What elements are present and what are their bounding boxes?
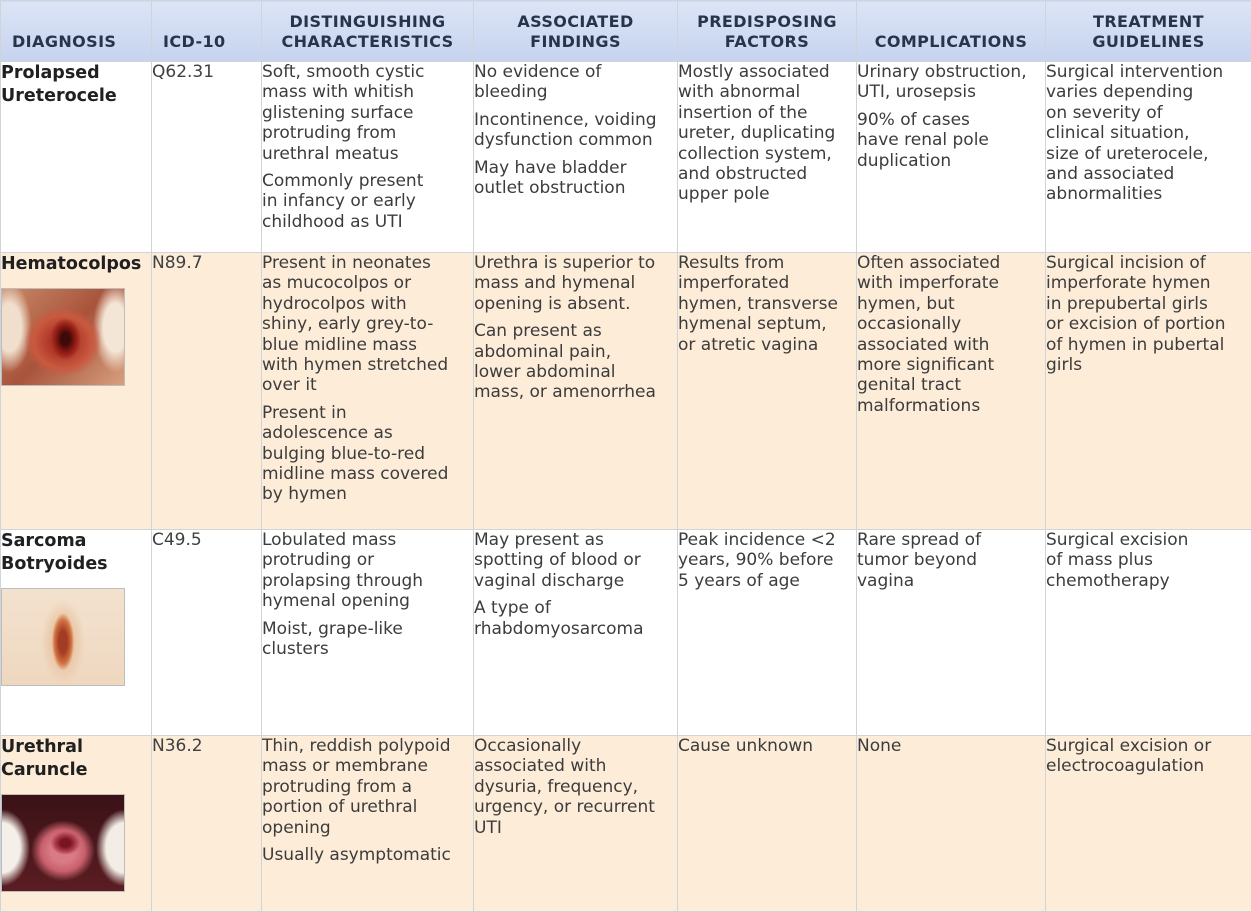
text-line: with imperforate — [857, 273, 1045, 293]
findings-paragraph — [474, 158, 677, 199]
text-line: shiny, early grey-to- — [262, 314, 473, 334]
complications-paragraph — [857, 62, 1045, 103]
text-line: in infancy or early — [262, 191, 473, 211]
factors-paragraph — [678, 253, 856, 355]
text-line: insertion of the — [678, 103, 856, 123]
treatment-paragraph — [1046, 530, 1251, 591]
icd10-code: C49.5 — [152, 530, 261, 550]
text-line: 90% of cases — [857, 110, 1045, 130]
findings-cell — [474, 62, 678, 253]
diagnosis-cell — [1, 530, 152, 736]
complications-cell — [857, 736, 1046, 912]
complications-cell — [857, 62, 1046, 253]
treatment-paragraph — [1046, 62, 1251, 205]
table-row — [1, 253, 1251, 530]
findings-cell — [474, 530, 678, 736]
header-complications — [857, 1, 1046, 62]
text-line: opening is absent. — [474, 294, 677, 314]
characteristics-paragraph — [262, 736, 473, 838]
findings-cell — [474, 253, 678, 530]
treatment-cell — [1046, 530, 1251, 736]
text-line: midline mass covered — [262, 464, 473, 484]
text-line: clinical situation, — [1046, 123, 1251, 143]
header-icd10 — [152, 1, 262, 62]
text-line: of mass plus — [1046, 550, 1251, 570]
findings-paragraph — [474, 736, 677, 838]
characteristics-paragraph — [262, 530, 473, 612]
text-line: over it — [262, 375, 473, 395]
text-line: in prepubertal girls — [1046, 294, 1251, 314]
icd10-cell — [152, 62, 262, 253]
text-line: imperforated — [678, 273, 856, 293]
text-line: mass and hymenal — [474, 273, 677, 293]
factors-paragraph — [678, 530, 856, 591]
text-line: collection system, — [678, 144, 856, 164]
text-line: with hymen stretched — [262, 355, 473, 375]
text-line: Lobulated mass — [262, 530, 473, 550]
text-line: clusters — [262, 639, 473, 659]
text-line: and associated — [1046, 164, 1251, 184]
findings-paragraph — [474, 62, 677, 103]
text-line: of hymen in pubertal — [1046, 335, 1251, 355]
findings-cell — [474, 736, 678, 912]
header-distinguishing-characteristics — [262, 1, 474, 62]
text-line: protruding from a — [262, 777, 473, 797]
characteristics-cell — [262, 62, 474, 253]
text-line: dysfunction common — [474, 130, 677, 150]
diagnosis-line: Sarcoma — [1, 530, 151, 553]
diagnosis-cell — [1, 62, 152, 253]
factors-cell — [678, 530, 857, 736]
text-line: upper pole — [678, 184, 856, 204]
urethral-caruncle-clinical-photo — [1, 794, 125, 892]
text-line: Usually asymptomatic — [262, 845, 473, 865]
text-line: Rare spread of — [857, 530, 1045, 550]
complications-cell — [857, 530, 1046, 736]
complications-paragraph — [857, 530, 1045, 591]
text-line: Surgical intervention — [1046, 62, 1251, 82]
text-line: abdominal pain, — [474, 342, 677, 362]
factors-cell — [678, 253, 857, 530]
treatment-cell — [1046, 62, 1251, 253]
text-line: Often associated — [857, 253, 1045, 273]
header-label: DISTINGUISHING — [262, 12, 473, 32]
text-line: associated with — [857, 335, 1045, 355]
header-label: CHARACTERISTICS — [262, 32, 473, 52]
text-line: tumor beyond — [857, 550, 1045, 570]
text-line: lower abdominal — [474, 362, 677, 382]
text-line: years, 90% before — [678, 550, 856, 570]
treatment-paragraph — [1046, 736, 1251, 777]
diagnosis-line: Hematocolpos — [1, 253, 151, 276]
characteristics-paragraph — [262, 171, 473, 232]
text-line: portion of urethral — [262, 797, 473, 817]
sarcoma-botryoides-clinical-photo — [1, 588, 125, 686]
text-line: as mucocolpos or — [262, 273, 473, 293]
text-line: glistening surface — [262, 103, 473, 123]
text-line: vagina — [857, 571, 1045, 591]
text-line: Present in neonates — [262, 253, 473, 273]
text-line: Moist, grape-like — [262, 619, 473, 639]
text-line: adolescence as — [262, 423, 473, 443]
text-line: 5 years of age — [678, 571, 856, 591]
text-line: urethral meatus — [262, 144, 473, 164]
text-line: A type of — [474, 598, 677, 618]
icd10-cell — [152, 736, 262, 912]
text-line: UTI, urosepsis — [857, 82, 1045, 102]
diagnosis-name — [1, 530, 151, 576]
text-line: or excision of portion — [1046, 314, 1251, 334]
text-line: have renal pole — [857, 130, 1045, 150]
header-label: ASSOCIATED — [474, 12, 677, 32]
text-line: dysuria, frequency, — [474, 777, 677, 797]
text-line: by hymen — [262, 484, 473, 504]
text-line: duplication — [857, 151, 1045, 171]
header-label: COMPLICATIONS — [857, 32, 1045, 52]
diagnosis-line: Urethral — [1, 736, 151, 759]
text-line: Surgical excision or — [1046, 736, 1251, 756]
header-label: ICD-10 — [163, 32, 261, 52]
text-line: imperforate hymen — [1046, 273, 1251, 293]
header-predisposing-factors — [678, 1, 857, 62]
header-associated-findings — [474, 1, 678, 62]
icd10-cell — [152, 530, 262, 736]
findings-paragraph — [474, 253, 677, 314]
text-line: occasionally — [857, 314, 1045, 334]
complications-paragraph — [857, 253, 1045, 416]
text-line: urgency, or recurrent — [474, 797, 677, 817]
text-line: mass or membrane — [262, 756, 473, 776]
text-line: Surgical incision of — [1046, 253, 1251, 273]
text-line: mass, or amenorrhea — [474, 382, 677, 402]
icd10-code: Q62.31 — [152, 62, 261, 82]
complications-cell — [857, 253, 1046, 530]
text-line: prolapsing through — [262, 571, 473, 591]
diagnosis-name — [1, 62, 151, 108]
text-line: hymenal septum, — [678, 314, 856, 334]
text-line: Occasionally — [474, 736, 677, 756]
text-line: Results from — [678, 253, 856, 273]
characteristics-paragraph — [262, 845, 473, 865]
header-label: DIAGNOSIS — [12, 32, 151, 52]
header-row — [1, 1, 1251, 62]
factors-cell — [678, 736, 857, 912]
text-line: childhood as UTI — [262, 212, 473, 232]
text-line: bulging blue-to-red — [262, 444, 473, 464]
text-line: Thin, reddish polypoid — [262, 736, 473, 756]
characteristics-cell — [262, 530, 474, 736]
complications-paragraph — [857, 110, 1045, 171]
text-line: mass with whitish — [262, 82, 473, 102]
text-line: size of ureterocele, — [1046, 144, 1251, 164]
header-label: FINDINGS — [474, 32, 677, 52]
table-row — [1, 62, 1251, 253]
text-line: bleeding — [474, 82, 677, 102]
characteristics-paragraph — [262, 619, 473, 660]
text-line: hymen, but — [857, 294, 1045, 314]
text-line: Commonly present — [262, 171, 473, 191]
characteristics-cell — [262, 253, 474, 530]
diagnosis-cell — [1, 253, 152, 530]
text-line: chemotherapy — [1046, 571, 1251, 591]
text-line: rhabdomyosarcoma — [474, 619, 677, 639]
text-line: associated with — [474, 756, 677, 776]
text-line: UTI — [474, 818, 677, 838]
diagnosis-cell — [1, 736, 152, 912]
text-line: more significant — [857, 355, 1045, 375]
text-line: malformations — [857, 396, 1045, 416]
header-diagnosis — [1, 1, 152, 62]
text-line: varies depending — [1046, 82, 1251, 102]
text-line: Surgical excision — [1046, 530, 1251, 550]
findings-paragraph — [474, 530, 677, 591]
icd10-cell — [152, 253, 262, 530]
text-line: or atretic vagina — [678, 335, 856, 355]
text-line: on severity of — [1046, 103, 1251, 123]
factors-paragraph — [678, 736, 856, 756]
text-line: hymenal opening — [262, 591, 473, 611]
icd10-code: N36.2 — [152, 736, 261, 756]
text-line: Peak incidence <2 — [678, 530, 856, 550]
text-line: genital tract — [857, 375, 1045, 395]
text-line: spotting of blood or — [474, 550, 677, 570]
characteristics-paragraph — [262, 403, 473, 505]
text-line: opening — [262, 818, 473, 838]
text-line: abnormalities — [1046, 184, 1251, 204]
text-line: protruding or — [262, 550, 473, 570]
text-line: electrocoagulation — [1046, 756, 1251, 776]
diagnosis-line: Prolapsed — [1, 62, 151, 85]
text-line: and obstructed — [678, 164, 856, 184]
text-line: No evidence of — [474, 62, 677, 82]
complications-paragraph — [857, 736, 1045, 756]
text-line: Urinary obstruction, — [857, 62, 1045, 82]
text-line: Cause unknown — [678, 736, 856, 756]
header-label: PREDISPOSING — [678, 12, 856, 32]
factors-cell — [678, 62, 857, 253]
header-label: GUIDELINES — [1046, 32, 1251, 52]
text-line: Urethra is superior to — [474, 253, 677, 273]
icd10-code: N89.7 — [152, 253, 261, 273]
text-line: Present in — [262, 403, 473, 423]
diagnosis-name — [1, 253, 151, 276]
findings-paragraph — [474, 110, 677, 151]
diagnosis-line: Ureterocele — [1, 85, 151, 108]
factors-paragraph — [678, 62, 856, 205]
text-line: with abnormal — [678, 82, 856, 102]
text-line: Mostly associated — [678, 62, 856, 82]
text-line: blue midline mass — [262, 335, 473, 355]
text-line: protruding from — [262, 123, 473, 143]
diagnosis-line: Botryoides — [1, 553, 151, 576]
text-line: None — [857, 736, 1045, 756]
text-line: Soft, smooth cystic — [262, 62, 473, 82]
treatment-cell — [1046, 253, 1251, 530]
header-treatment-guidelines — [1046, 1, 1251, 62]
text-line: vaginal discharge — [474, 571, 677, 591]
text-line: outlet obstruction — [474, 178, 677, 198]
treatment-cell — [1046, 736, 1251, 912]
table-row — [1, 736, 1251, 912]
findings-paragraph — [474, 598, 677, 639]
text-line: ureter, duplicating — [678, 123, 856, 143]
treatment-paragraph — [1046, 253, 1251, 375]
hematocolpos-clinical-photo — [1, 288, 125, 386]
text-line: hymen, transverse — [678, 294, 856, 314]
text-line: Incontinence, voiding — [474, 110, 677, 130]
text-line: May have bladder — [474, 158, 677, 178]
table-row — [1, 530, 1251, 736]
characteristics-paragraph — [262, 253, 473, 396]
characteristics-paragraph — [262, 62, 473, 164]
characteristics-cell — [262, 736, 474, 912]
header-label: FACTORS — [678, 32, 856, 52]
text-line: May present as — [474, 530, 677, 550]
header-label: TREATMENT — [1046, 12, 1251, 32]
text-line: girls — [1046, 355, 1251, 375]
findings-paragraph — [474, 321, 677, 403]
diagnosis-line: Caruncle — [1, 759, 151, 782]
text-line: hydrocolpos with — [262, 294, 473, 314]
text-line: Can present as — [474, 321, 677, 341]
diagnosis-name — [1, 736, 151, 782]
